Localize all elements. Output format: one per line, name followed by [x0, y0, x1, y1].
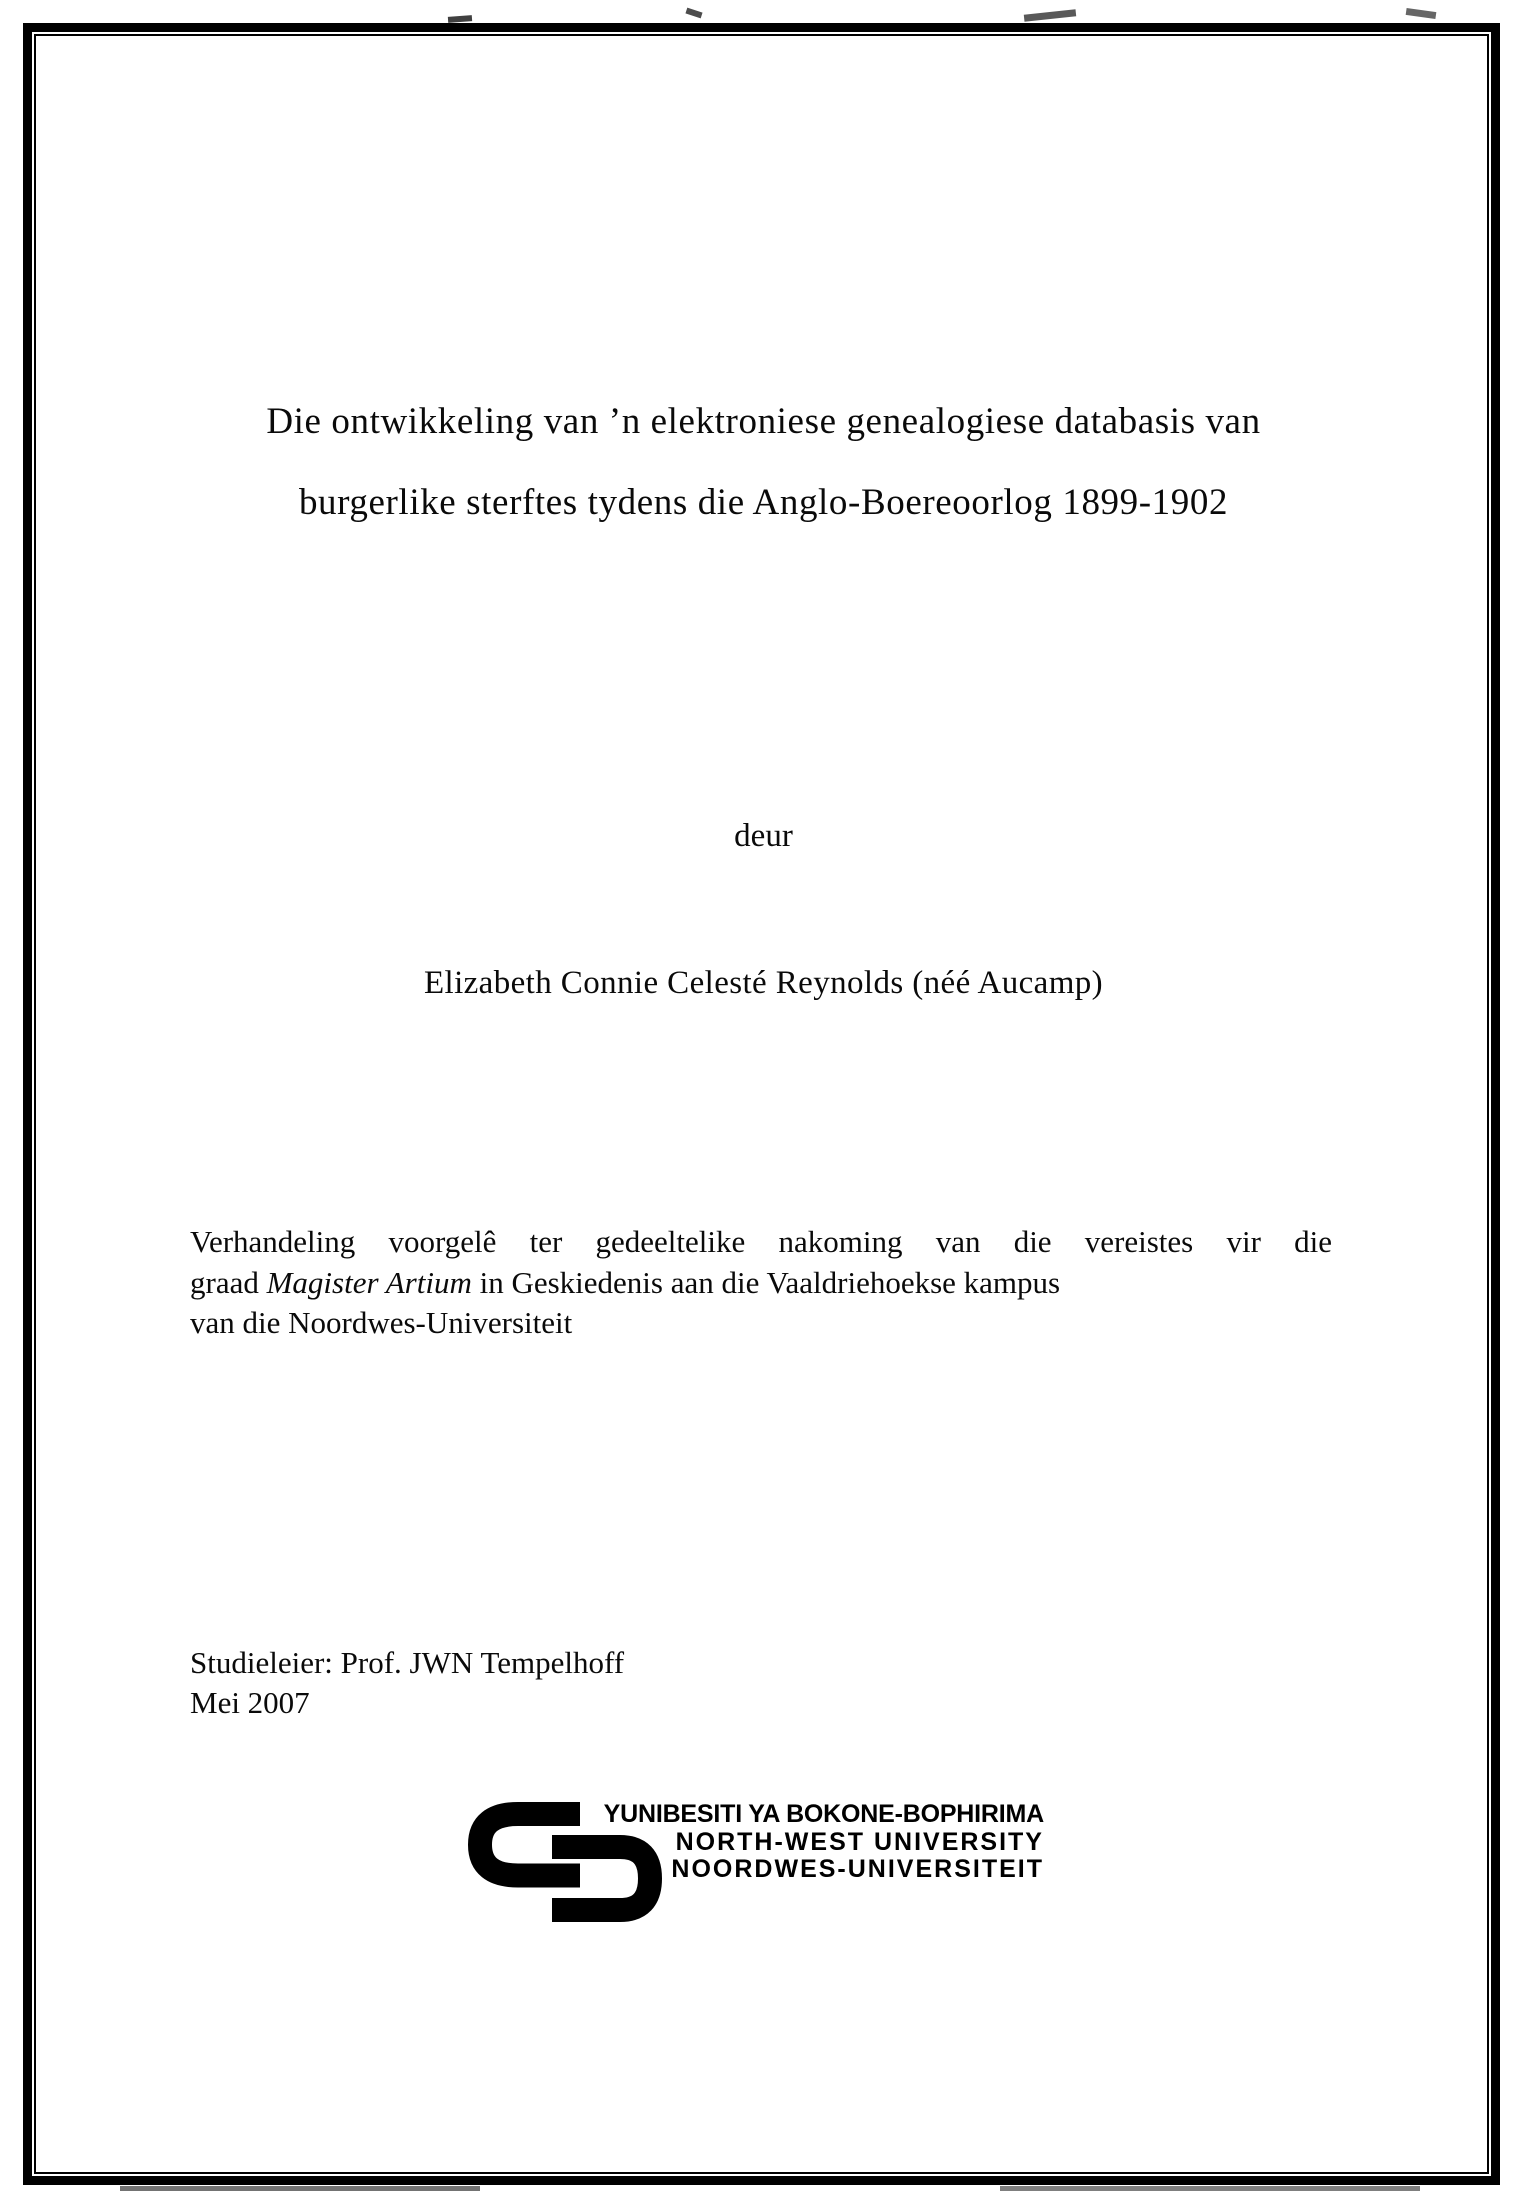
supervisor-block: [190, 1643, 624, 1723]
university-logo-text: [578, 1801, 1044, 1884]
supervisor-line: Studieleier: Prof. JWN Tempelhoff: [190, 1645, 625, 1680]
scan-smudge: [685, 8, 702, 19]
declaration-line2-suffix: in Geskiedenis aan die Vaaldriehoekse kampus: [471, 1264, 1061, 1300]
byline-label: deur: [734, 818, 793, 854]
university-name-english: NORTH-WEST UNIVERSITY: [675, 1827, 1044, 1856]
university-name-afrikaans: NOORDWES-UNIVERSITEIT: [671, 1855, 1044, 1883]
degree-name: Magister Artium: [266, 1264, 472, 1300]
declaration-line1: Verhandeling voorgelê ter gedeeltelike nakoming van die vereistes vir die: [190, 1224, 1332, 1259]
declaration-line2-prefix: graad: [190, 1264, 267, 1300]
degree-declaration: [190, 1222, 1332, 1344]
scan-smudge: [1000, 2186, 1420, 2191]
scan-smudge: [120, 2186, 480, 2191]
author-name: Elizabeth Connie Celesté Reynolds (néé Aucamp): [423, 965, 1104, 1001]
thesis-title-line1: Die ontwikkeling van ’n elektroniese genealogiese databasis van: [266, 401, 1261, 442]
declaration-line3: van die Noordwes-Universiteit: [190, 1305, 573, 1340]
scan-smudge: [448, 15, 472, 23]
thesis-title-line2: burgerlike sterftes tydens die Anglo-Boereoorlog 1899-1902: [298, 482, 1229, 523]
thesis-title: [0, 381, 1527, 543]
declaration-line2: [190, 1263, 1332, 1304]
scan-smudge: [1024, 9, 1076, 21]
scan-smudge: [1406, 8, 1437, 19]
university-name-setswana: YUNIBESITI YA BOKONE-BOPHIRIMA: [603, 1800, 1044, 1828]
date-line: Mei 2007: [190, 1685, 310, 1720]
